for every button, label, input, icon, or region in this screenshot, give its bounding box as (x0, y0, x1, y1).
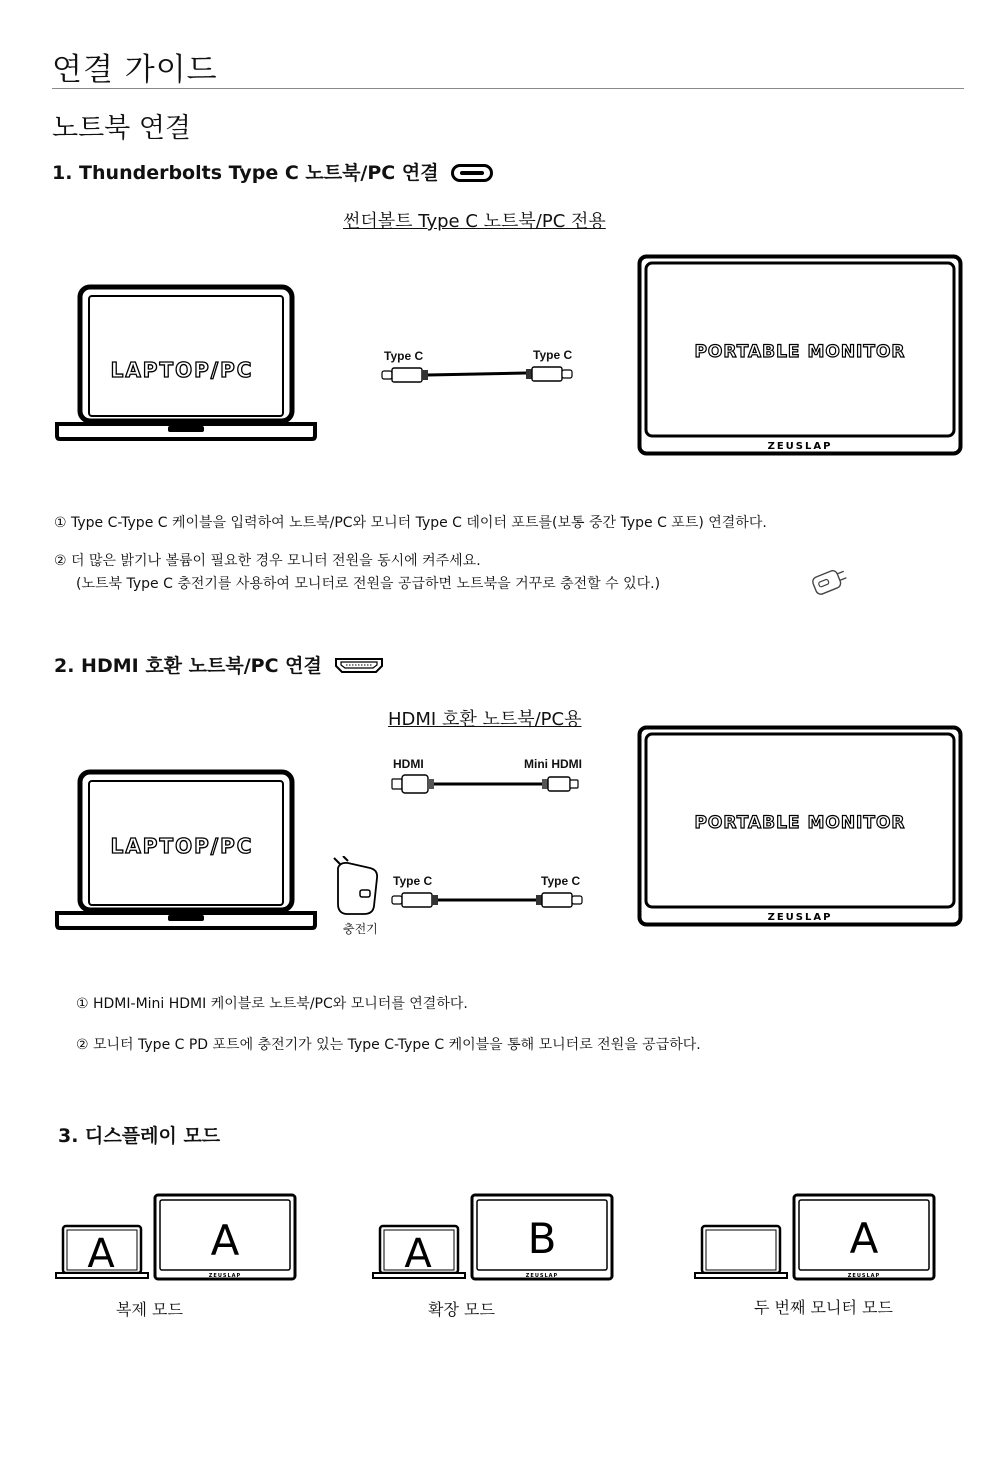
laptop-illustration (54, 284, 318, 442)
section1-heading (52, 158, 493, 185)
section1-note-1: ① Type C-Type C 케이블을 입력하여 노트북/PC와 모니터 Type C 데이터 포트를(보통 중간 Type C 포트) 연결하다. (54, 515, 767, 531)
section1-caption: 썬더볼트 Type C 노트북/PC 전용 (343, 211, 606, 232)
monitor-brand: ZEUSLAP (525, 1273, 559, 1279)
title-divider (52, 88, 964, 89)
typec-label-right: Type C (541, 874, 581, 888)
display-mode-extend (371, 1193, 615, 1283)
typec-label-left: Type C (393, 874, 433, 888)
usb-c-cable-illustration (380, 366, 574, 384)
monitor-screen-label: PORTABLE MONITOR (694, 342, 906, 362)
laptop-screen-label: LAPTOP/PC (110, 358, 254, 382)
page-title: 연결 가이드 (52, 52, 218, 88)
portable-monitor-illustration (637, 725, 963, 927)
monitor-screen-label: PORTABLE MONITOR (694, 813, 906, 833)
monitor-letter: A (210, 1216, 240, 1265)
section2-heading (54, 651, 384, 678)
laptop-illustration (54, 769, 318, 931)
usb-c-port-icon (451, 164, 493, 182)
charger-label: 충전기 (343, 922, 378, 936)
section2-note-1: ① HDMI-Mini HDMI 케이블로 노트북/PC와 모니터를 연결하다. (76, 996, 468, 1012)
monitor-letter: A (849, 1214, 879, 1263)
charger-icon (808, 565, 850, 599)
laptop-screen-label: LAPTOP/PC (110, 834, 254, 858)
laptop-letter: A (87, 1231, 115, 1277)
section2-heading-text: 2. HDMI 호환 노트북/PC 연결 (54, 655, 322, 677)
mode-caption-extend: 확장 모드 (428, 1300, 495, 1319)
portable-monitor-illustration (637, 254, 963, 456)
mode-caption-second-monitor: 두 번째 모니터 모드 (754, 1298, 893, 1317)
section1-note-2: ② 더 많은 밝기나 볼륨이 필요한 경우 모니터 전원을 동시에 켜주세요. (54, 553, 481, 569)
display-mode-second-monitor (693, 1193, 937, 1283)
monitor-brand: ZEUSLAP (767, 441, 833, 452)
mode-caption-duplicate: 복제 모드 (116, 1300, 183, 1319)
section-subtitle: 노트북 연결 (52, 113, 191, 144)
section2-note-2: ② 모니터 Type C PD 포트에 충전기가 있는 Type C-Type C 케이블을 통해 모니터로 전원을 공급하다. (76, 1037, 701, 1053)
section1-heading-text: 1. Thunderbolts Type C 노트북/PC 연결 (52, 162, 439, 184)
hdmi-port-icon (334, 656, 384, 674)
section2-caption: HDMI 호환 노트북/PC용 (388, 709, 582, 730)
monitor-brand: ZEUSLAP (208, 1273, 242, 1279)
hdmi-label-left: HDMI (393, 757, 424, 771)
charger-icon (330, 856, 382, 918)
hdmi-label-right: Mini HDMI (524, 757, 582, 771)
laptop-letter: A (404, 1231, 432, 1277)
monitor-brand: ZEUSLAP (847, 1273, 881, 1279)
usb-c-cable-illustration (390, 891, 584, 909)
section1-note-3: (노트북 Type C 충전기를 사용하여 모니터로 전원을 공급하면 노트북을 거꾸로 충전할 수 있다.) (76, 576, 661, 592)
hdmi-cable-illustration (390, 773, 582, 795)
cable-label-left: Type C (384, 349, 424, 363)
section3-heading: 3. 디스플레이 모드 (58, 1125, 221, 1147)
display-mode-duplicate (54, 1193, 298, 1283)
monitor-letter: B (527, 1214, 557, 1263)
monitor-brand: ZEUSLAP (767, 912, 833, 923)
cable-label-right: Type C (533, 348, 573, 362)
